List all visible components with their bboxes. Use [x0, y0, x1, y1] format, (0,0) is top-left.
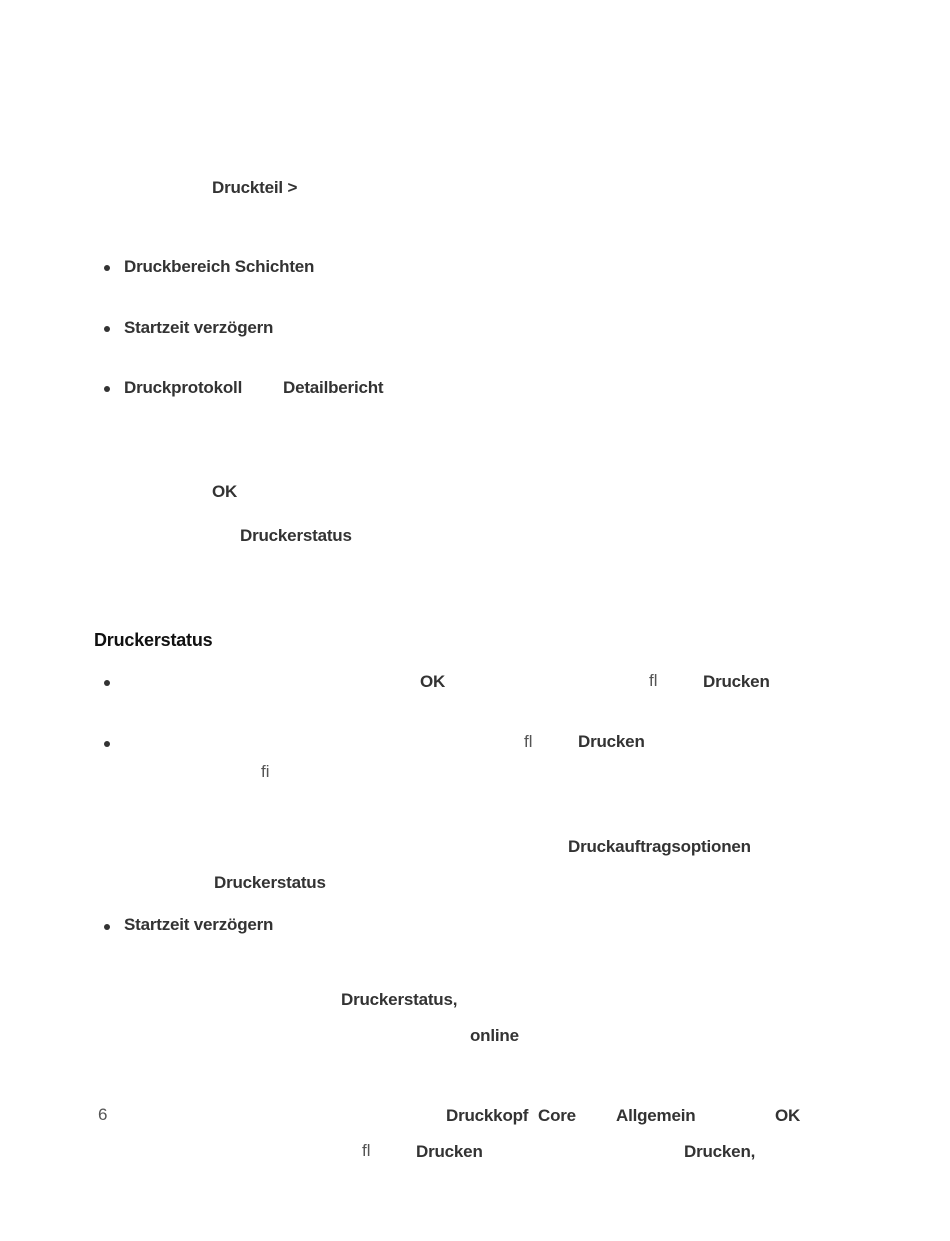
bullet	[104, 741, 110, 747]
druckkopf-label: Druckkopf	[446, 1106, 529, 1125]
step-number: 6	[98, 1105, 108, 1124]
bullet	[104, 386, 110, 392]
option-druckprotokoll: Druckprotokoll	[124, 378, 243, 397]
bullet	[104, 924, 110, 930]
ok-label: OK	[775, 1106, 801, 1125]
ligature-glyph: ﬂ	[362, 1141, 371, 1160]
druckerstatus-label: Druckerstatus,	[341, 990, 458, 1009]
drucken-label: Drucken,	[684, 1142, 756, 1161]
ok-label: OK	[420, 672, 446, 691]
ligature-glyph: ﬂ	[649, 671, 658, 690]
druckerstatus-label: Druckerstatus	[240, 526, 352, 545]
option-druckbereich-schichten: Druckbereich Schichten	[124, 257, 315, 276]
option-detailbericht: Detailbericht	[283, 378, 384, 397]
drucken-label: Drucken	[578, 732, 645, 751]
option-startzeit-verzoegern: Startzeit verzögern	[124, 318, 274, 337]
bullet	[104, 680, 110, 686]
allgemein-label: Allgemein	[616, 1106, 696, 1125]
druckerstatus-label: Druckerstatus	[214, 873, 326, 892]
section-heading: Druckerstatus	[94, 630, 213, 650]
drucken-label: Drucken	[703, 672, 770, 691]
druckauftragsoptionen-label: Druckauftragsoptionen	[568, 837, 751, 856]
ligature-glyph: ﬂ	[524, 732, 533, 751]
bullet	[104, 265, 110, 271]
bullet	[104, 326, 110, 332]
drucken-label: Drucken	[416, 1142, 483, 1161]
ok-label: OK	[212, 482, 238, 501]
core-label: Core	[538, 1106, 576, 1125]
ligature-glyph: ﬁ	[261, 762, 270, 781]
option-startzeit-verzoegern: Startzeit verzögern	[124, 915, 274, 934]
druckteil-label: Druckteil >	[212, 178, 298, 197]
online-label: online	[470, 1026, 519, 1045]
